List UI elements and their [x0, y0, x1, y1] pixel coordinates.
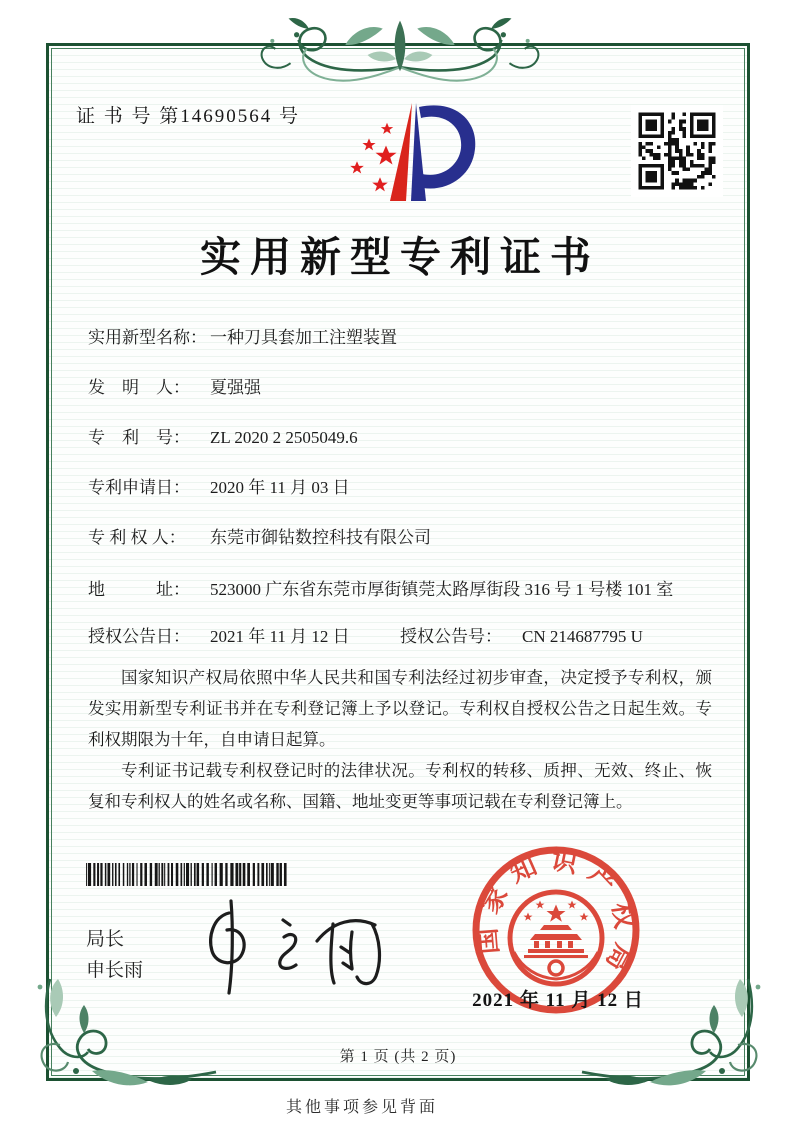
- page-indicator: 第 1 页 (共 2 页): [339, 1049, 457, 1065]
- field-value: 523000 广东省东莞市厚街镇莞太路厚街段 316 号 1 号楼 101 室: [210, 580, 674, 599]
- back-note: 其他事项参见背面: [285, 1099, 438, 1116]
- field-label: 地 址：: [88, 580, 190, 599]
- certificate-title: 实用新型专利证书: [200, 234, 600, 280]
- field-label: 授权公告日：: [88, 627, 190, 646]
- field-grant-number: [400, 625, 643, 649]
- seal-date: 2021 年 11 月 12 日: [472, 990, 644, 1011]
- certificate-number: 证 书 号 第14690564 号: [76, 106, 301, 127]
- field-grant-date: [88, 625, 400, 649]
- field-address: [88, 576, 712, 603]
- field-label: 授权公告号：: [400, 627, 502, 646]
- field-inventor: [88, 376, 712, 400]
- qr-code: [631, 105, 723, 197]
- barcode: [86, 863, 291, 886]
- legal-paragraph-2: 专利证书记载专利权登记时的法律状况。专利权的转移、质押、无效、终止、恢复和专利权人的姓名或名称、国籍、地址变更等事项记载在专利登记簿上。: [88, 761, 712, 811]
- field-patentee: [88, 526, 712, 550]
- field-value: 2021 年 11 月 12 日: [210, 627, 350, 646]
- field-value: CN 214687795 U: [522, 627, 643, 646]
- field-label: 专利申请日：: [88, 478, 190, 497]
- field-value: 夏强强: [210, 378, 261, 397]
- legal-text: [88, 662, 712, 817]
- legal-paragraph-1: 国家知识产权局依照中华人民共和国专利法经过初步审查，决定授予专利权，颁发实用新型专利证书并在专利登记簿上予以登记。专利权自授权公告之日起生效。专利权期限为十年，自申请日起算。: [88, 668, 712, 749]
- field-label: 发 明 人：: [88, 378, 190, 397]
- commissioner-name: 申长雨: [86, 960, 144, 981]
- field-label: 实用新型名称：: [88, 328, 207, 347]
- field-label: 专 利 号：: [88, 428, 190, 447]
- field-patent-number: [88, 426, 712, 450]
- cnipa-logo-icon: [332, 97, 482, 209]
- national-emblem-icon: [510, 892, 602, 984]
- field-filing-date: [88, 476, 712, 500]
- field-label: 专 利 权 人：: [88, 528, 186, 547]
- field-utility-model-name: [88, 326, 712, 350]
- field-value: 东莞市御钻数控科技有限公司: [210, 528, 431, 547]
- bottom-left-flourish-icon: [20, 975, 220, 1095]
- field-value: 2020 年 11 月 03 日: [210, 478, 350, 497]
- field-grant-row: [88, 625, 712, 649]
- commissioner-title: 局长: [86, 929, 125, 950]
- certificate-fields: [88, 326, 712, 675]
- field-value: ZL 2020 2 2505049.6: [210, 428, 358, 447]
- field-value: 一种刀具套加工注塑装置: [210, 328, 397, 347]
- top-flourish-ornament-icon: [248, 12, 552, 94]
- seal-ring-text: 国家知识产权局: [471, 845, 641, 986]
